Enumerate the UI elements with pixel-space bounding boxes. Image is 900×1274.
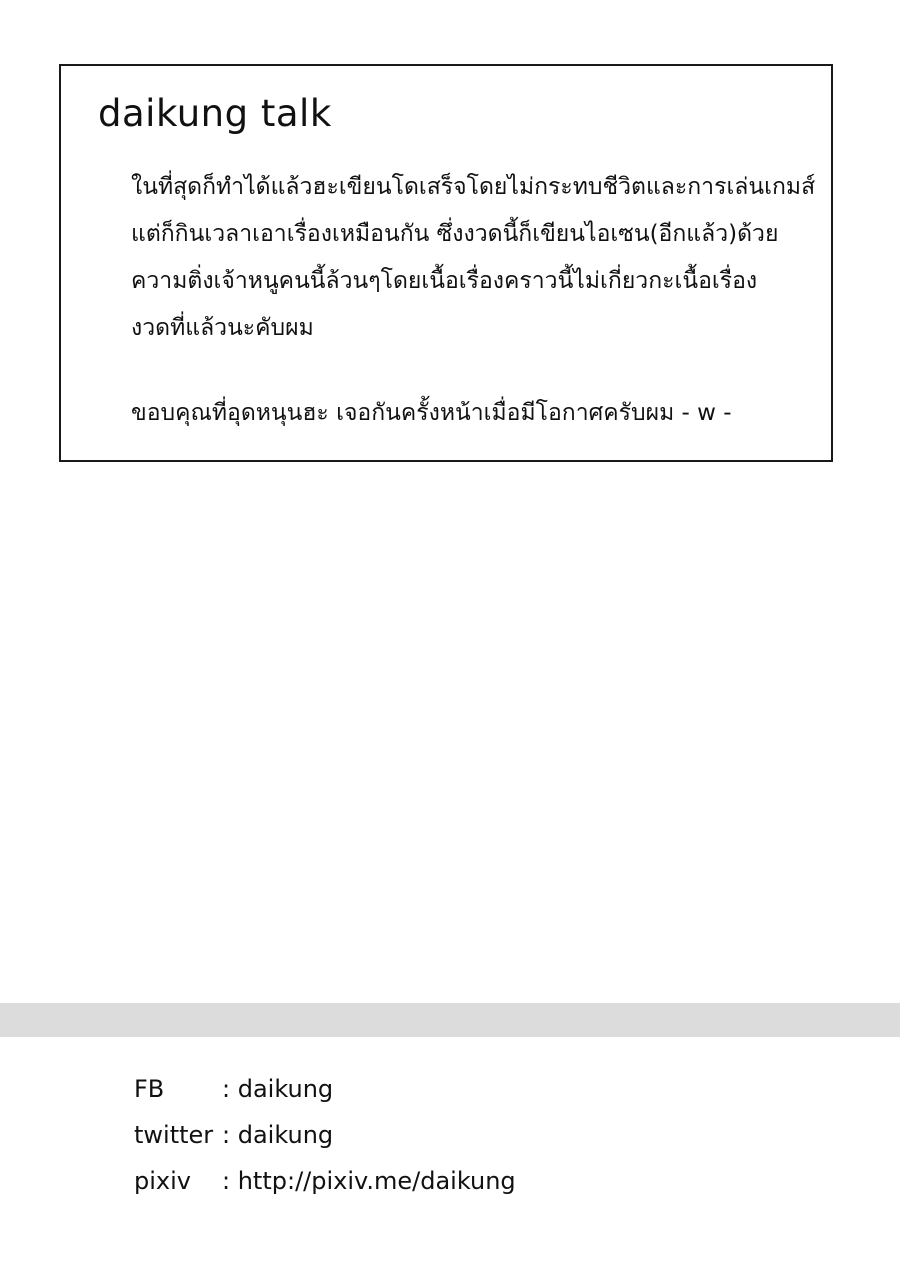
contact-value: : daikung — [222, 1121, 334, 1149]
contact-row-pixiv — [134, 1158, 516, 1204]
contact-value: : daikung — [222, 1075, 334, 1103]
divider-band — [0, 1003, 900, 1037]
talk-title: daikung talk — [98, 92, 332, 135]
talk-line: ในที่สุดก็ทำได้แล้วฮะเขียนโดเสร็จโดยไม่กระทบชีวิตและการเล่นเกมส์ — [131, 174, 816, 200]
contact-label: FB — [134, 1075, 165, 1103]
talk-thanks-line: ขอบคุณที่อุดหนุนฮะ เจอกันครั้งหน้าเมื่อมีโอกาศครับผม - w - — [131, 400, 732, 426]
author-talk-box — [59, 64, 833, 462]
contact-list — [134, 1066, 516, 1204]
contact-label: pixiv — [134, 1167, 191, 1195]
talk-line: งวดที่แล้วนะคับผม — [131, 315, 314, 341]
talk-line: ความติ่งเจ้าหนูคนนี้ล้วนๆโดยเนื้อเรื่องคราวนี้ไม่เกี่ยวกะเนื้อเรื่อง — [131, 268, 758, 294]
contact-value: : http://pixiv.me/daikung — [222, 1167, 516, 1195]
talk-message — [131, 164, 821, 437]
contact-label: twitter — [134, 1121, 214, 1149]
talk-line: แต่ก็กินเวลาเอาเรื่องเหมือนกัน ซึ่งงวดนี้ก็เขียนไอเซน(อีกแล้ว)ด้วย — [131, 221, 779, 247]
contact-row-fb — [134, 1066, 516, 1112]
paragraph-gap — [131, 352, 821, 390]
contact-row-twitter — [134, 1112, 516, 1158]
